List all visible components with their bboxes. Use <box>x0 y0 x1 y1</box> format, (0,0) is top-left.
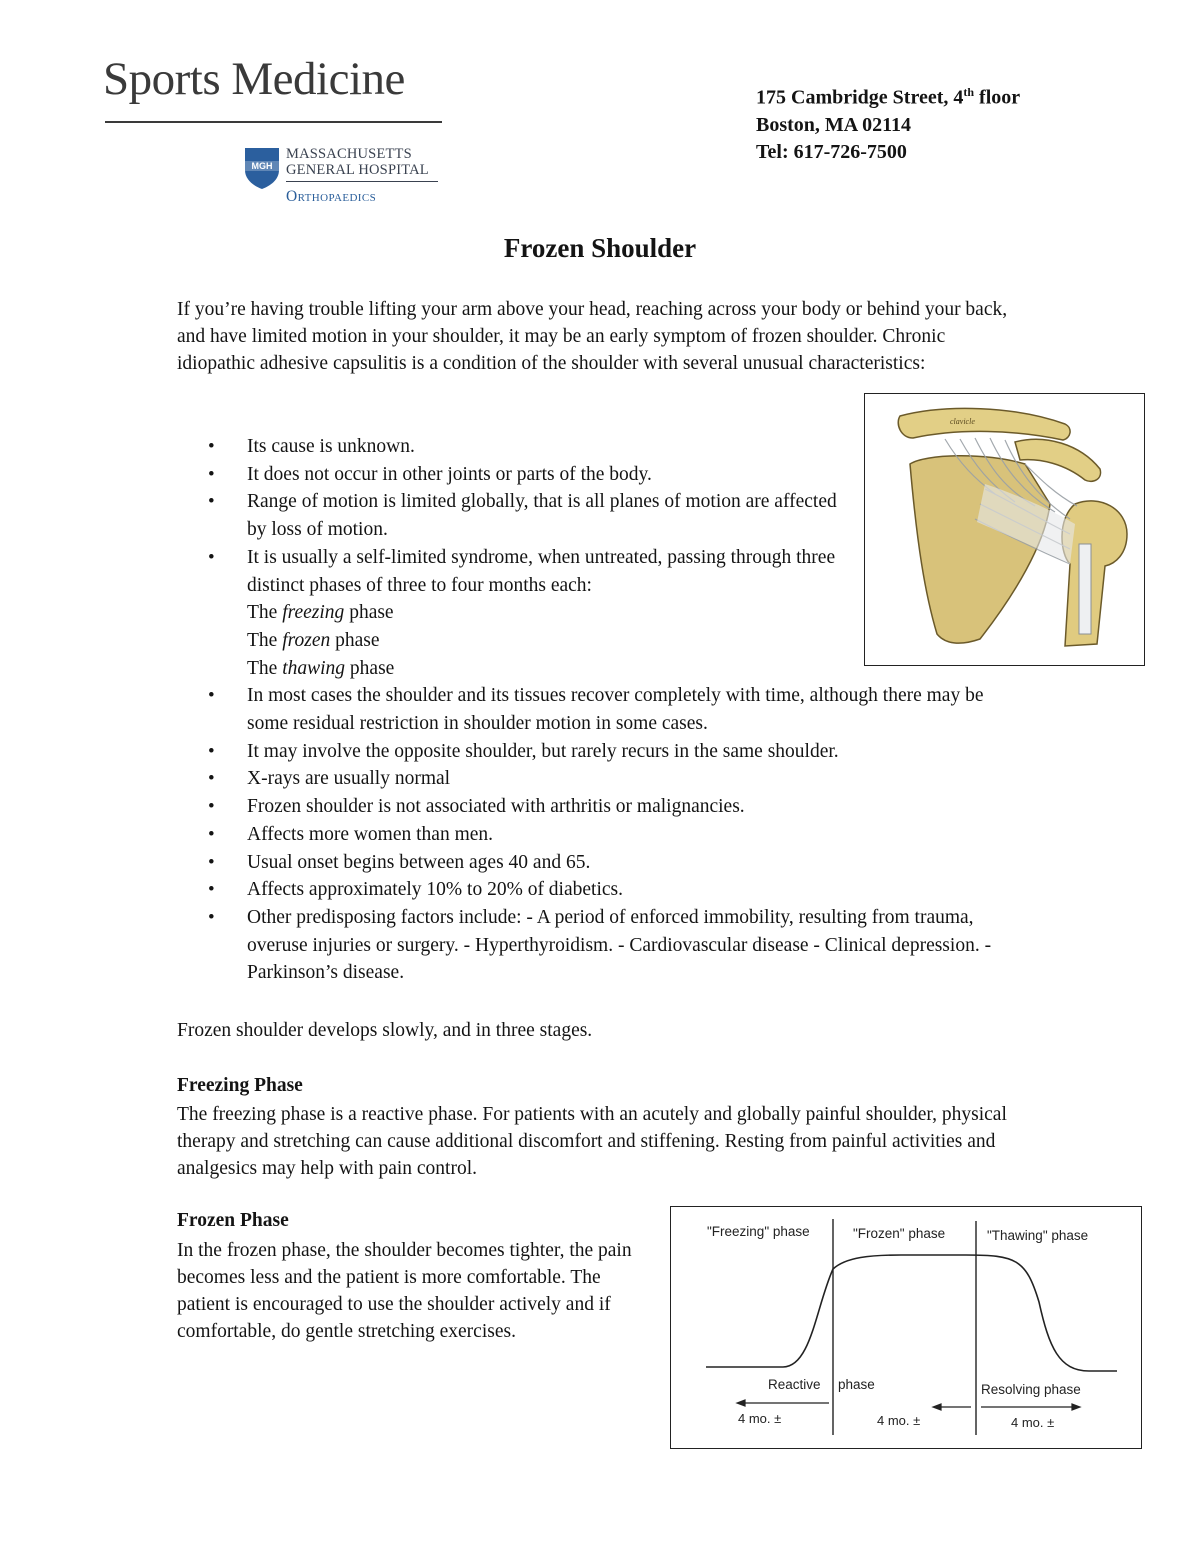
org-name-line1: MASSACHUSETTS <box>286 146 412 162</box>
list-item-text: Usual onset begins between ages 40 and 65. <box>247 851 591 873</box>
phase-freezing <box>247 599 857 627</box>
list-item-text: It may involve the opposite shoulder, but rarely recurs in the same shoulder. <box>247 740 839 762</box>
address-street-sup: th <box>963 85 975 99</box>
phase-thawing <box>247 655 857 683</box>
address-street-main: 175 Cambridge Street, 4 <box>756 86 964 109</box>
phase-suffix: phase <box>330 629 380 651</box>
phase-suffix: phase <box>345 657 395 679</box>
list-item-text: It does not occur in other joints or parts of the body. <box>247 463 652 485</box>
list-item <box>177 904 1017 987</box>
label-resolving: Resolving phase <box>981 1382 1081 1397</box>
list-item-text: Its cause is unknown. <box>247 436 415 457</box>
label-frozen: "Frozen" phase <box>853 1226 946 1241</box>
list-item <box>177 738 1017 766</box>
list-item-text: In most cases the shoulder and its tissues recover completely with time, although there may be some residual restriction in shoulder motion in some cases. <box>247 685 984 735</box>
duration-3: 4 mo. ± <box>1011 1415 1055 1430</box>
duration-2: 4 mo. ± <box>877 1413 921 1428</box>
label-thawing: "Thawing" phase <box>987 1228 1089 1243</box>
list-item-text: Affects approximately 10% to 20% of diabetics. <box>247 879 623 901</box>
label-reactive: Reactive <box>768 1377 821 1392</box>
list-item <box>177 488 857 543</box>
label-freezing: "Freezing" phase <box>707 1224 810 1239</box>
list-item <box>177 461 1017 489</box>
phase-diagram <box>670 1206 1142 1449</box>
page-title: Frozen Shoulder <box>503 233 697 263</box>
characteristics-list <box>177 433 1017 987</box>
shield-text: MGH <box>251 161 273 171</box>
arrow-right-head <box>1072 1404 1080 1410</box>
phase-suffix: phase <box>344 602 394 624</box>
list-item-text: Range of motion is limited globally, that is all planes of motion are affected by loss of motion. <box>247 491 837 541</box>
freezing-phase-text: The freezing phase is a reactive phase. For patients with an acutely and globally painful shoulder, physical therapy and stretching can cause additional discomfort and stiffening. Resting from painful activities and analgesics may help with pain control. <box>177 1104 1007 1179</box>
brand-divider <box>105 121 442 123</box>
org-department: Orthopaedics <box>286 188 377 205</box>
brand-title: Sports Medicine <box>103 53 405 105</box>
label-reactive-phase: phase <box>838 1377 875 1392</box>
arrow-mid-head <box>933 1404 941 1410</box>
frozen-phase-heading: Frozen Phase <box>177 1210 289 1231</box>
phase-curve <box>706 1255 1117 1371</box>
list-item-text: X-rays are usually normal <box>247 768 451 790</box>
phase-frozen <box>247 627 857 655</box>
list-item <box>177 793 1017 821</box>
list-item <box>177 682 1017 737</box>
phase-name: frozen <box>282 629 331 651</box>
list-item-text: Other predisposing factors include: - A period of enforced immobility, resulting from trauma, overuse injuries or surgery. - Hyperthyroidism. - Cardiovascular disease - Clinical depression. - Parkinson’s disease. <box>247 906 992 984</box>
list-item <box>177 849 1017 877</box>
clavicle-label: clavicle <box>950 417 975 426</box>
org-name-line2: GENERAL HOSPITAL <box>286 162 429 178</box>
list-item <box>177 876 1017 904</box>
phase-name: thawing <box>282 657 346 679</box>
phase-prefix: The <box>247 657 283 679</box>
address-phone: Tel: 617-726-7500 <box>756 140 907 163</box>
duration-1: 4 mo. ± <box>738 1411 782 1426</box>
list-item <box>177 544 857 683</box>
list-item <box>177 433 1017 461</box>
stages-intro: Frozen shoulder develops slowly, and in three stages. <box>177 1020 593 1041</box>
address-street-suffix: floor <box>974 86 1021 109</box>
phase-diagram-svg <box>671 1207 1140 1447</box>
intro-paragraph: If you’re having trouble lifting your arm above your head, reaching across your body or behind your back, and have limited motion in your shoulder, it may be an early symptom of frozen shoulder. Chronic idiopathic adhesive capsulitis is a condition of the shoulder with several unusual characteristics: <box>177 299 1008 374</box>
list-item-text: Affects more women than men. <box>247 823 494 845</box>
frozen-phase-text: In the frozen phase, the shoulder becomes tighter, the pain becomes less and the patient is more comfortable. The patient is encouraged to use the shoulder actively and if comfortable, do gentle stretching exercises. <box>177 1240 632 1342</box>
mgh-logo <box>243 144 453 208</box>
phase-prefix: The <box>247 629 283 651</box>
address-city: Boston, MA 02114 <box>756 113 912 136</box>
list-item <box>177 765 1017 793</box>
list-item-text: Frozen shoulder is not associated with arthritis or malignancies. <box>247 796 745 818</box>
list-item-text: It is usually a self-limited syndrome, when untreated, passing through three distinct phases of three to four months each: <box>247 546 836 596</box>
org-divider <box>286 181 438 182</box>
phase-prefix: The <box>247 602 283 624</box>
address-street <box>756 79 1020 112</box>
shield-icon <box>243 146 281 190</box>
freezing-phase-heading: Freezing Phase <box>177 1075 303 1096</box>
list-item <box>177 821 1017 849</box>
address-block <box>756 79 1020 166</box>
phase-name: freezing <box>282 602 345 624</box>
arrow-left-head <box>737 1400 745 1406</box>
